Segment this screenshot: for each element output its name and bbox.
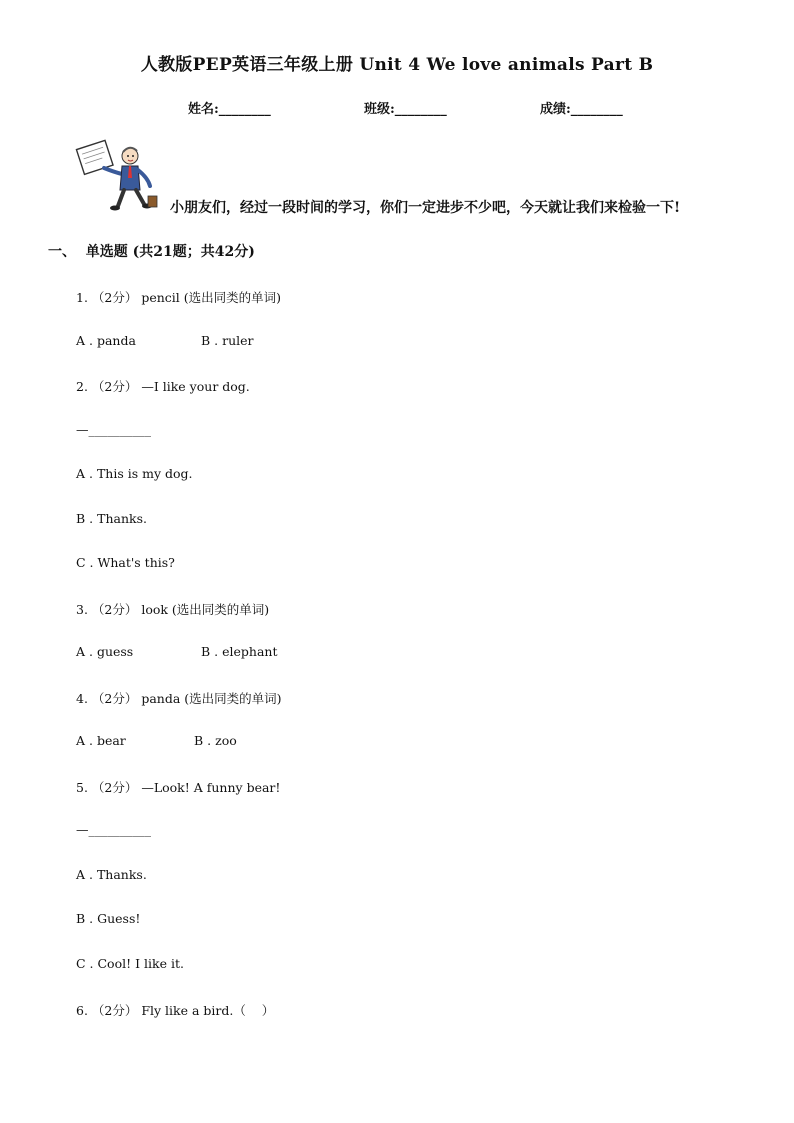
option-a: A . panda	[76, 333, 136, 348]
question-stem: 3. （2分） look (选出同类的单词)	[76, 602, 270, 617]
question-stem: 2. （2分） —I like your dog.	[76, 379, 250, 394]
option-b: B . Thanks.	[76, 511, 147, 526]
answer-blank: —__________	[76, 822, 151, 837]
teacher-cartoon-icon	[74, 138, 166, 216]
option-b: B . elephant	[201, 644, 278, 659]
option-b: B . zoo	[194, 733, 237, 748]
page-title: 人教版PEP英语三年级上册 Unit 4 We love animals Part B	[140, 55, 654, 75]
option-a: A . This is my dog.	[76, 466, 193, 481]
option-a: A . guess	[76, 644, 134, 659]
class-field: 班级:________	[364, 102, 447, 117]
question-stem: 4. （2分） panda (选出同类的单词)	[76, 691, 282, 706]
option-a: A . bear	[76, 733, 126, 748]
question-stem: 6. （2分） Fly like a bird.（ ）	[76, 1003, 275, 1018]
option-c: C . Cool! I like it.	[76, 956, 184, 971]
option-b: B . ruler	[201, 333, 254, 348]
encouragement-text: 小朋友们，经过一段时间的学习，你们一定进步不少吧，今天就让我们来检验一下!	[170, 200, 681, 216]
option-a: A . Thanks.	[76, 867, 147, 882]
score-field: 成绩:________	[540, 102, 623, 117]
option-c: C . What's this?	[76, 555, 175, 570]
option-b: B . Guess!	[76, 911, 141, 926]
section-heading: 一、 单选题 (共21题；共42分)	[48, 244, 255, 260]
question-stem: 1. （2分） pencil (选出同类的单词)	[76, 290, 281, 305]
name-field: 姓名:________	[188, 102, 271, 117]
question-stem: 5. （2分） —Look! A funny bear!	[76, 780, 281, 795]
answer-blank: —__________	[76, 422, 151, 437]
